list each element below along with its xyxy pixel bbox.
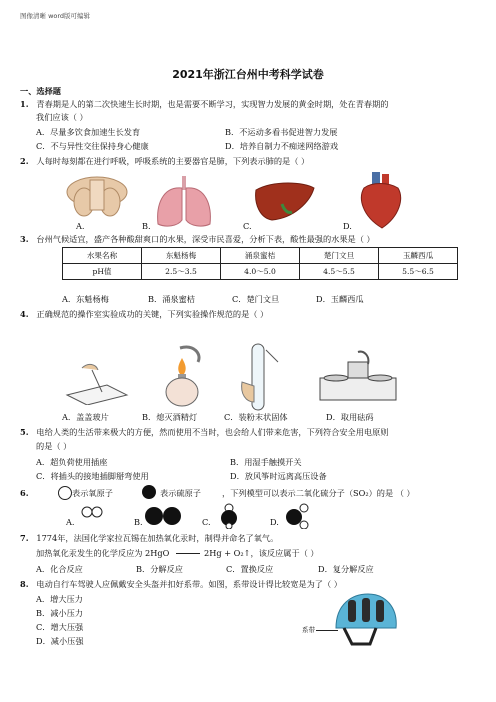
q7-stem: 1774年，法国化学家拉瓦锡在加热氧化汞时，制得并命名了氧气。 — [36, 533, 279, 543]
q6-stem-line — [20, 488, 29, 498]
q4-option-a[interactable]: A．盖盖玻片 — [62, 412, 109, 422]
q6-option-d[interactable]: D. — [270, 517, 279, 527]
q5-stem-line — [20, 427, 388, 437]
q7-number: 7. — [20, 533, 29, 543]
q6-legend-sulfur: 表示硫原子 — [160, 488, 201, 498]
q2-option-a[interactable]: A. — [76, 221, 85, 231]
q3-option-b[interactable]: B．涌泉蜜桔 — [148, 294, 195, 304]
page-header: 图像清晰 word版可编辑 — [20, 12, 91, 20]
lung-image — [152, 176, 216, 228]
q7-equation-right: 2Hg + O₂↑，该反应属于（ ） — [204, 548, 319, 558]
q2-number: 2. — [20, 156, 29, 166]
table-cell: 2.5～3.5 — [142, 264, 221, 280]
table-cell: 4.5～5.5 — [300, 264, 379, 280]
q4-stem: 正确规范的操作室实验成功的关键，下列实验操作规范的是（ ） — [36, 309, 269, 319]
table-header-cell: 玉麟西瓜 — [379, 248, 458, 264]
ph-table — [62, 247, 458, 280]
balance-image — [318, 350, 398, 406]
table-cell: pH值 — [63, 264, 142, 280]
test-tube-image — [236, 342, 286, 414]
q6-legend-oxygen: 表示氧原子 — [72, 488, 113, 498]
q7-option-c[interactable]: C．置换反应 — [226, 564, 274, 574]
q8-option-a[interactable]: A．增大压力 — [36, 594, 83, 604]
q1-stem-line — [20, 99, 388, 109]
alcohol-lamp-image — [150, 344, 214, 408]
table-header-cell: 水果名称 — [63, 248, 142, 264]
q3-option-d[interactable]: D．玉麟西瓜 — [316, 294, 364, 304]
q6-option-b[interactable]: B. — [134, 517, 143, 527]
q8-option-c[interactable]: C．增大压强 — [36, 622, 84, 632]
q4-option-c[interactable]: C．装粉末状固体 — [224, 412, 288, 422]
q5-stem: 电给人类的生活带来极大的方便，然而使用不当时，也会给人们带来危害，下列符合安全用电原则 — [36, 427, 389, 437]
q5-option-a[interactable]: A．超负荷使用插座 — [36, 457, 108, 467]
q1-option-b[interactable]: B．不运动多看书促进智力发展 — [225, 127, 338, 137]
q8-stem-line — [20, 579, 342, 589]
table-row — [63, 248, 458, 264]
q2-stem: 人每时每刻都在进行呼吸，呼吸系统的主要器官是肺，下列表示肺的是（ ） — [36, 156, 310, 166]
bone-image — [62, 172, 132, 227]
q4-number: 4. — [20, 309, 29, 319]
q3-stem: 台州气候适宜，盛产各种酸甜爽口的水果，深受市民喜爱，分析下表，酸性最强的水果是（ ） — [36, 234, 375, 244]
q8-stem: 电动自行车驾驶人应佩戴安全头盔并扣好系带。如图，系带设计得比较宽是为了（ ） — [36, 579, 342, 589]
q1-option-a[interactable]: A．尽量多饮食加速生长发育 — [36, 127, 141, 137]
q5-number: 5. — [20, 427, 29, 437]
table-header-cell: 涌泉蜜桔 — [221, 248, 300, 264]
q7-option-d[interactable]: D．复分解反应 — [318, 564, 374, 574]
q3-option-c[interactable]: C．楚门文旦 — [232, 294, 280, 304]
strap-pointer-line — [316, 630, 338, 631]
helmet-image — [330, 592, 400, 650]
sulfur-atom-legend-icon — [142, 485, 156, 499]
q4-stem-line — [20, 309, 268, 319]
model-c-icon — [214, 503, 244, 529]
q6-option-a[interactable]: A. — [66, 517, 75, 527]
q4-option-d[interactable]: D．取用砝码 — [326, 412, 374, 422]
q7-equation-left: 加热氧化汞发生的化学反应为 2HgO — [36, 548, 170, 558]
heart-image — [356, 172, 406, 230]
q1-stem2: 我们应该（ ） — [36, 112, 88, 122]
table-cell: 4.0～5.0 — [221, 264, 300, 280]
q6-option-c[interactable]: C. — [202, 517, 211, 527]
oxygen-atom-legend-icon — [58, 486, 72, 500]
section-heading: 一、选择题 — [20, 86, 61, 96]
q4-option-b[interactable]: B．熄灭酒精灯 — [142, 412, 198, 422]
table-header-cell: 楚门文旦 — [300, 248, 379, 264]
q2-option-b[interactable]: B. — [142, 221, 151, 231]
q7-option-a[interactable]: A．化合反应 — [36, 564, 83, 574]
q5-option-b[interactable]: B．用湿手触摸开关 — [230, 457, 302, 467]
q6-number: 6. — [20, 488, 29, 498]
q1-option-d[interactable]: D．培养自制力不痴迷网络游戏 — [225, 141, 339, 151]
q1-number: 1. — [20, 99, 29, 109]
model-d-icon — [282, 503, 312, 529]
q7-option-b[interactable]: B．分解反应 — [136, 564, 183, 574]
page-title: 2021年浙江台州中考科学试卷 — [172, 68, 324, 81]
q2-option-c[interactable]: C. — [243, 221, 252, 231]
q5-option-c[interactable]: C．将插头的接地插脚掰弯使用 — [36, 471, 149, 481]
q2-stem-line — [20, 156, 309, 166]
q1-stem: 青春期是人的第二次快速生长时期，也是需要不断学习，实现智力发展的黄金时期，处在青春期的 — [36, 99, 389, 109]
q5-option-d[interactable]: D．放风筝时远离高压设备 — [230, 471, 327, 481]
liver-image — [254, 180, 316, 222]
q8-option-d[interactable]: D．减小压强 — [36, 636, 84, 646]
q6-stem: ，下列模型可以表示二氧化硫分子（SO₂）的是 （ ） — [222, 488, 415, 498]
q7-stem-line — [20, 533, 278, 543]
q8-option-b[interactable]: B．减小压力 — [36, 608, 83, 618]
table-header-cell: 东魁杨梅 — [142, 248, 221, 264]
reaction-arrow — [176, 553, 200, 554]
q1-option-c[interactable]: C．不与异性交往保持身心健康 — [36, 141, 149, 151]
strap-label: 系带 — [302, 626, 315, 634]
q8-number: 8. — [20, 579, 29, 589]
q3-option-a[interactable]: A．东魁杨梅 — [62, 294, 109, 304]
q2-option-d[interactable]: D. — [343, 221, 352, 231]
q3-stem-line — [20, 234, 375, 244]
model-b-icon — [144, 505, 184, 527]
q3-number: 3. — [20, 234, 29, 244]
table-cell: 5.5～6.5 — [379, 264, 458, 280]
model-a-icon — [80, 505, 108, 519]
coverslip-image — [62, 360, 132, 405]
table-row — [63, 264, 458, 280]
q5-stem2: 的是（ ） — [36, 441, 72, 451]
